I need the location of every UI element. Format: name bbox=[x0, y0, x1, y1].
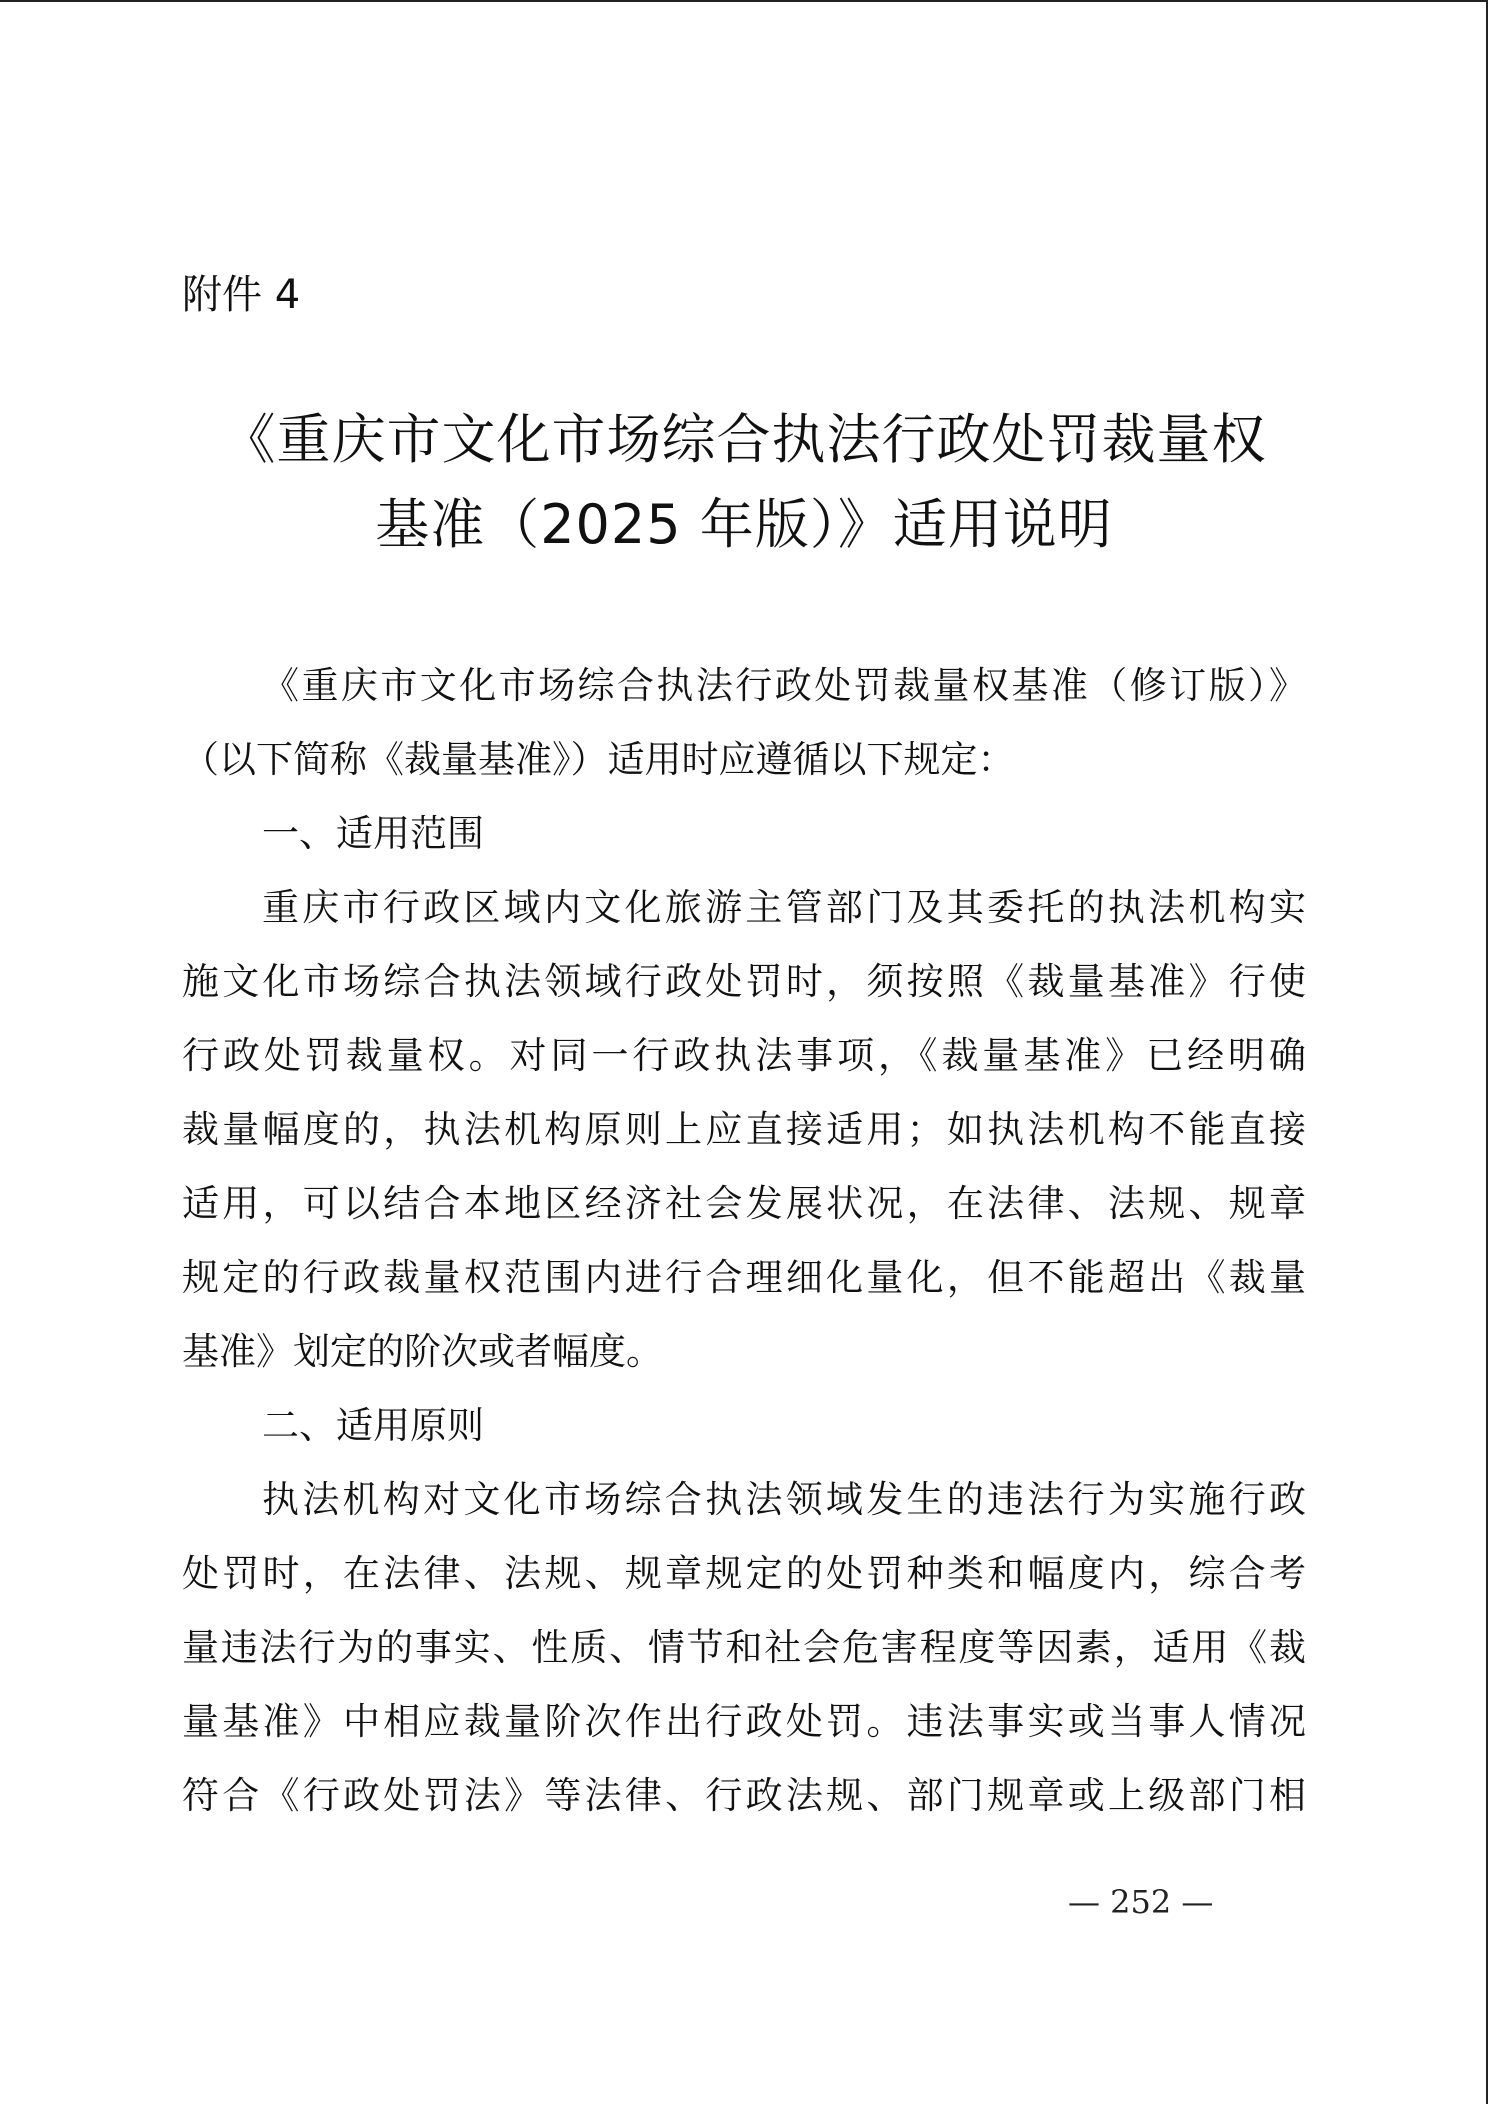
body-line-1: 《重庆市文化市场综合执法行政处罚裁量权基准（修订版）》 bbox=[262, 664, 1306, 707]
document-title-line-2: 基准（2025 年版）》适用说明 bbox=[375, 493, 1113, 556]
page-border-top bbox=[0, 0, 1488, 2]
body-line-16: 符合《行政处罚法》等法律、行政法规、部门规章或上级部门相 bbox=[182, 1774, 1306, 1817]
body-line-13: 处罚时，在法律、法规、规章规定的处罚种类和幅度内，综合考 bbox=[182, 1552, 1306, 1595]
body-line-7: 裁量幅度的，执法机构原则上应直接适用；如执法机构不能直接 bbox=[182, 1108, 1306, 1151]
body-line-2: （以下简称《裁量基准》）适用时应遵循以下规定： bbox=[182, 738, 1015, 781]
body-line-10: 基准》划定的阶次或者幅度。 bbox=[182, 1330, 663, 1373]
section-heading-scope: 一、适用范围 bbox=[262, 812, 484, 855]
body-line-4: 重庆市行政区域内文化旅游主管部门及其委托的执法机构实 bbox=[262, 886, 1306, 929]
section-heading-principles: 二、适用原则 bbox=[262, 1404, 484, 1447]
attachment-label: 附件 4 bbox=[182, 272, 301, 318]
body-line-8: 适用，可以结合本地区经济社会发展状况，在法律、法规、规章 bbox=[182, 1182, 1306, 1225]
body-line-9: 规定的行政裁量权范围内进行合理细化量化，但不能超出《裁量 bbox=[182, 1256, 1306, 1299]
body-line-6: 行政处罚裁量权。对同一行政执法事项，《裁量基准》已经明确 bbox=[182, 1034, 1306, 1077]
document-title-line-1: 《重庆市文化市场综合执法行政处罚裁量权 bbox=[221, 408, 1267, 471]
body-line-5: 施文化市场综合执法领域行政处罚时，须按照《裁量基准》行使 bbox=[182, 960, 1306, 1003]
body-line-15: 量基准》中相应裁量阶次作出行政处罚。违法事实或当事人情况 bbox=[182, 1700, 1306, 1743]
body-line-12: 执法机构对文化市场综合执法领域发生的违法行为实施行政 bbox=[262, 1478, 1306, 1521]
body-line-14: 量违法行为的事实、性质、情节和社会危害程度等因素，适用《裁 bbox=[182, 1626, 1306, 1669]
page-number: — 252 — bbox=[1068, 1883, 1214, 1921]
